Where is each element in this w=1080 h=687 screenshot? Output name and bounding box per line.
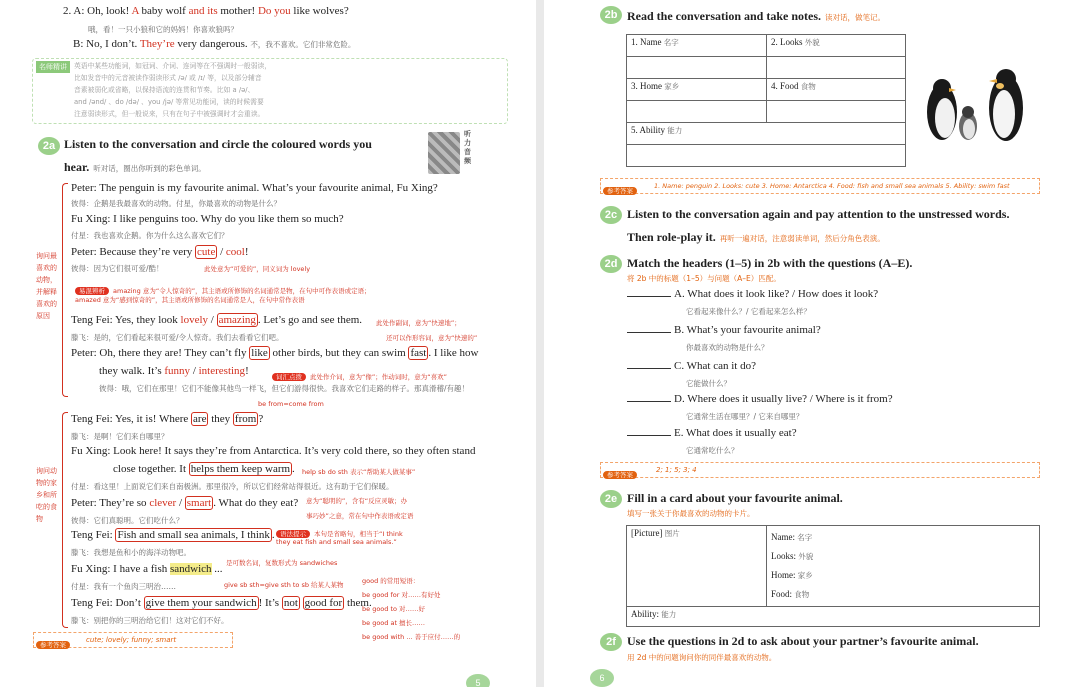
circled-word: good for [304,597,343,609]
answer-blank[interactable] [627,401,671,402]
circled-word: are [193,413,207,425]
dialogue-line: Fu Xing: I like penguins too. Why do you like them so much? [71,213,344,225]
translation: 彼得：它们真聪明。它们吃什么？ [71,516,184,525]
exercise-title: Read the conversation and take notes. 读对话，做笔记。 [627,9,885,23]
audio-qr-code[interactable] [428,132,460,174]
audio-label: 听力音频 [464,130,471,165]
tip-line: and /ənd/ 、do /də/ 、you /jə/ 等常见功能词，读的时候需要 [74,98,264,106]
circled-word: cute [197,246,216,258]
translation: 付星：我也喜欢企鹅。你为什么这么喜欢它们？ [71,231,229,240]
annotation: give sb sth=give sth to sb 给某人某物 [224,581,344,589]
dialogue-line: Peter: Oh, there they are! They can’t fly like other birds, but they can swim fast . I like how [71,347,479,359]
match-question: A. What does it look like? / How does it look? [627,288,878,300]
dialogue-line-2b: B: No, I don’t. They’re very dangerous. 不，我不喜欢。它们非常危险。 [73,38,356,50]
card-field[interactable]: Looks: 外貌 [771,551,814,561]
dialogue-line: close together. It helps them keep warm . [113,463,295,475]
tip-line: 比如发音中的元音被读作弱读形式 /ə/ 或 /ɪ/ 等，以及部分辅音 [74,74,262,82]
translation: 它看起来像什么？/ 它看起来怎么样？ [686,307,811,316]
annotation-tag: 易混辨析 amazing 意为“令人惊奇的”，其主语或所修饰的名词通常是物，在句中可作表语或定语； [75,280,371,298]
dialogue-line: Peter: Because they’re very cute / cool! [71,246,249,258]
notes-cell: 1. Name 名字 [627,35,767,57]
dialogue-line: Peter: The penguin is my favourite animal. What’s your favourite animal, Fu Xing? [71,182,438,194]
dialogue-line: Teng Fei: Don’t give them your sandwich ! It’s not good for them. [71,597,372,609]
translation: 彼得：哦，它们在那里！它们不能像其他鸟一样飞，但它们游得很快。我喜欢它们走路的样子。那真滑稽/有趣！ [99,384,470,393]
translation: 你最喜欢的动物是什么？ [686,343,769,352]
annotation-tag: 语法提示 本句是省略句，相当于“I think [276,523,403,541]
exercise-title-line2: Then role-play it. 再听一遍对话，注意弱读单词，然后分角色表演。 [627,230,885,244]
answer-blank[interactable] [627,296,671,297]
circled-word: smart [186,497,212,509]
notes-blank[interactable] [627,145,906,167]
notes-blank[interactable] [767,101,906,123]
answer-blank[interactable] [627,435,671,436]
exercise-badge: 2a [38,137,60,155]
exercise-title: Fill in a card about your favourite animal. [627,491,843,505]
penguin-illustration [920,66,1030,146]
translation: 滕飞：是的，它们看起来很可爱/令人惊奇。我们去看看它们吧。 [71,333,284,342]
annotation: be good for 对……有好处 [362,591,441,599]
annotation: 还可以作形容词，意为“快速的” [386,334,478,342]
exercise-subtitle: 用 2d 中的问题询问你的同伴最喜欢的动物。 [627,653,777,662]
dialogue-line: Fu Xing: Look here! It says they’re from Antarctica. It’s very cold there, so they often stand [71,445,476,457]
translation: 它通常吃什么？ [686,446,739,455]
notes-blank[interactable] [627,57,767,79]
exercise-subtitle: 将 2b 中的标题（1–5）与问题（A–E）匹配。 [627,274,781,283]
dialogue-line: they walk. It’s funny / interesting! [99,365,249,377]
annotation: 是可数名词，复数形式为 sandwiches [226,559,338,567]
translation: 它通常生活在哪里？/ 它来自哪里？ [686,412,804,421]
card-fields [767,526,1040,607]
exercise-badge: 2b [600,6,622,24]
translation: 滕飞：别把你的三明治给它们！这对它们不好。 [71,616,229,625]
notes-cell: 3. Home 家乡 [627,79,767,101]
tip-line: 注意弱读形式，但一般说来，只有在句子中被强调时才会重读。 [74,110,265,118]
annotation: help sb do sth 表示“帮助某人做某事” [302,468,416,476]
card-field[interactable]: Home: 家乡 [771,570,813,580]
side-note: 询问最喜欢的动物，并解释喜欢的原因 [36,252,57,320]
match-question: B. What’s your favourite animal? [627,324,821,336]
match-question: D. Where does it usually live? / Where is it from? [627,393,893,405]
translation: 滕飞：是啊！它们来自哪里？ [71,432,169,441]
answer-blank[interactable] [627,368,671,369]
notes-blank[interactable] [767,57,906,79]
exercise-badge: 2f [600,633,622,651]
answer-label: 参考答案 [603,180,637,198]
annotation: 此处作副词，意为“快速地”； [376,319,461,327]
notes-cell: 5. Ability 能力 [627,123,906,145]
answer-text: 1. Name: penguin 2. Looks: cute 3. Home: Antarctica 4. Food: fish and small sea animals 5. Ability: swim fast [654,182,1010,190]
exercise-title: Listen to the conversation and circle the coloured words you [64,137,372,151]
card-field[interactable]: Food: 食物 [771,589,810,599]
notes-table [626,34,906,167]
answer-label: 参考答案 [603,464,637,482]
highlighted-word: sandwich [169,563,212,575]
annotation: good 的常用短语： [362,577,420,585]
exercise-subtitle: 填写一张关于你最喜欢的动物的卡片。 [627,509,755,518]
translation: 哦，看！一只小狼和它的妈妈！你喜欢狼吗？ [88,25,238,34]
annotation: be good to 对……好 [362,605,426,613]
answer-text: 2; 1; 5; 3; 4 [656,466,697,474]
annotation: be from=come from [258,400,324,408]
dialogue-line: Teng Fei: Yes, they look lovely / amazing . Let’s go and see them. [71,314,363,326]
notes-blank[interactable] [627,101,767,123]
match-question: C. What can it do? [627,360,756,372]
translation: 付星：看这里！上面说它们来自南极洲。那里很冷，所以它们经常站得很近。这有助于它们保暖。 [71,482,394,491]
dialogue-line-2a: 2. A: Oh, look! A baby wolf and its mother! Do you like wolves? [63,5,349,17]
translation: 滕飞：我想是鱼和小的海洋动物吧。 [71,548,191,557]
translation: 彼得：因为它们很可爱/酷！ [71,264,164,273]
circled-word: Fish and small sea animals, I think [117,529,270,541]
side-note: 询问动物的家乡和所吃的食物 [36,467,57,523]
annotation-tag: 词汇点拨 此处作介词，意为“像”；作动词时，意为“喜欢” [272,366,447,384]
translation: 彼得：企鹅是我最喜欢的动物。付星，你最喜欢的动物是什么？ [71,199,281,208]
card-field[interactable]: Ability: 能力 [627,607,1040,627]
annotation: 此处意为“可爱的”，同义词为 lovely [204,265,311,273]
circled-word: like [251,347,268,359]
dialogue-line: Peter: They’re so clever / smart . What do they eat? [71,497,299,509]
bracket [62,183,68,397]
left-page [0,0,536,687]
annotation: be good at 擅长…… [362,619,426,627]
page-number: 6 [590,669,614,687]
exercise-badge: 2e [600,490,622,508]
annotation: 事巧妙”之意，常在句中作表语或定语 [306,512,414,520]
circled-word: amazing [218,314,256,326]
circled-word: helps them keep warm [190,463,291,475]
dialogue-line: Teng Fei: Yes, it is! Where are they from ? [71,413,264,425]
tip-line: 英语中某些功能词，如冠词、介词、连词等在不强调时一般弱读， [74,62,272,70]
right-page [544,0,1080,687]
translation: 它能做什么？ [686,379,731,388]
answer-blank[interactable] [627,332,671,333]
tip-label: 名师精讲 [36,61,70,73]
circled-word: from [234,413,257,425]
exercise-title-line2: hear. 听对话，圈出你听到的彩色单词。 [64,160,206,174]
bracket [62,412,68,628]
animal-card [626,525,1040,627]
exercise-badge: 2c [600,206,622,224]
page-number: 5 [466,674,490,687]
answer-label: 参考答案 [36,634,70,652]
picture-area[interactable]: [Picture] 图片 [627,526,767,607]
exercise-title: Use the questions in 2d to ask about your partner’s favourite animal. [627,634,979,648]
annotation: 意为“聪明的”，含有“反应灵敏；办 [306,497,408,505]
exercise-badge: 2d [600,255,622,273]
annotation: be good with ... 善于应付……的 [362,633,461,641]
dialogue-line: Teng Fei: Fish and small sea animals, I think . [71,529,275,541]
notes-cell: 2. Looks 外貌 [767,35,906,57]
annotation: they eat fish and small sea animals.” [276,538,397,546]
exercise-title: Listen to the conversation again and pay attention to the unstressed words. [627,207,1010,221]
answer-text: cute; lovely; funny; smart [86,636,177,644]
match-question: E. What does it usually eat? [627,427,797,439]
exercise-title: Match the headers (1–5) in 2b with the questions (A–E). [627,256,913,270]
circled-word: fast [410,347,427,359]
circled-word: give them your sandwich [145,597,257,609]
translation: 付星：我有一个鱼肉三明治…… [71,582,176,591]
circled-word: not [283,597,298,609]
annotation: amazed 意为“感到惊奇的”，其主语或所修饰的名词通常是人，在句中常作表语 [75,296,305,304]
tip-line: 音素被弱化或省略，以保持语流的连贯和节奏。比如 a /ə/、 [74,86,255,94]
dialogue-line: Fu Xing: I have a fish sandwich ... [71,563,223,575]
card-field[interactable]: Name: 名字 [771,532,813,542]
notes-cell: 4. Food 食物 [767,79,906,101]
